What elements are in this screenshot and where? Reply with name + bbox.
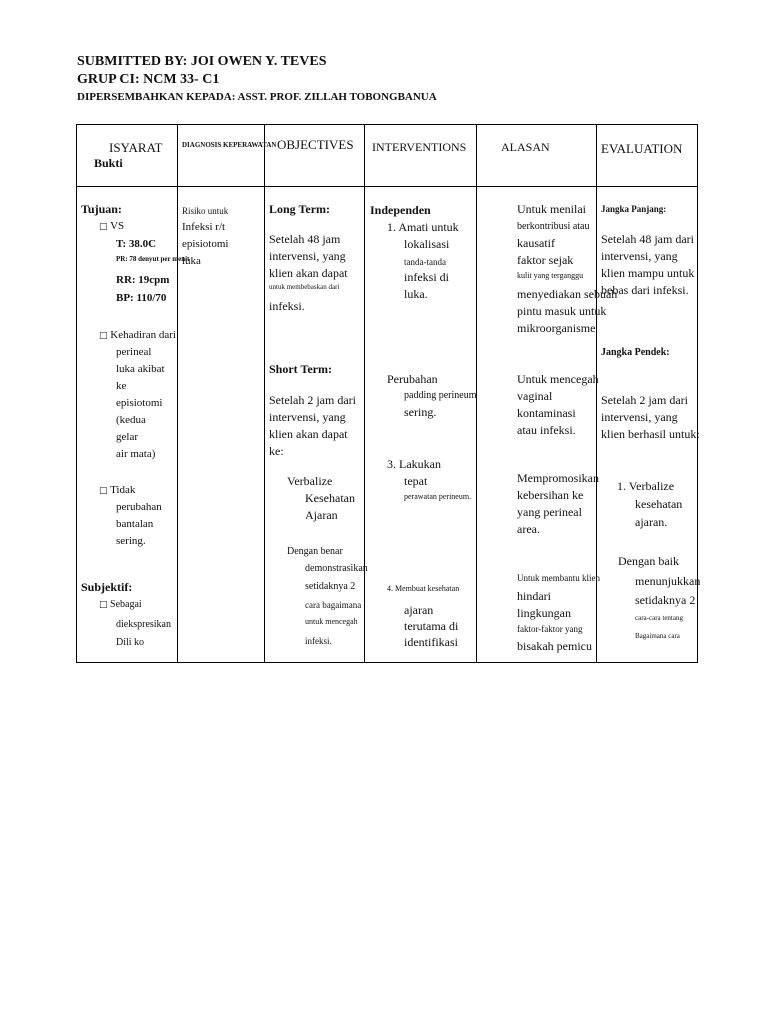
verbalize-goal-line: Verbalize	[287, 474, 333, 488]
intervention-3-line: tepat	[404, 474, 428, 488]
rationale-4-line: Untuk membantu klien	[517, 573, 600, 583]
short-term-line: intervensi, yang	[269, 410, 346, 424]
vital-signs-item	[99, 220, 124, 232]
submitted-by: SUBMITTED BY: JOI OWEN Y. TEVES	[77, 54, 327, 69]
presence-cue-line: Kehadiran dari	[110, 329, 176, 341]
rationale-4-line: bisakah pemicu	[517, 639, 592, 653]
intervention-3-line: 3. Lakukan	[387, 457, 441, 471]
col-header-objectives: OBJECTIVES	[277, 137, 354, 152]
demonstrate-goal-line: untuk mencegah	[305, 617, 358, 626]
eval-outcome-1-line: kesehatan	[635, 497, 683, 511]
intervention-4-line: 4. Membuat kesehatan	[387, 584, 460, 593]
col-header-cues: ISYARAT	[109, 140, 163, 155]
col-header-interventions: INTERVENTIONS	[372, 140, 467, 154]
pad-change-cue-line: Tidak	[110, 484, 136, 496]
long-term-title: Long Term:	[269, 202, 331, 216]
rationale-1-line: mikroorganisme	[517, 321, 596, 335]
pad-change-cue-item	[99, 484, 135, 496]
rationale-1-line: faktor sejak	[517, 253, 574, 267]
demonstrate-goal-line: setidaknya 2	[305, 581, 356, 592]
intervention-4-line: terutama di	[404, 619, 459, 633]
independent-title: Independen	[370, 203, 431, 217]
intervention-3-line: perawatan perineum.	[404, 492, 472, 501]
rationale-1-line: Untuk menilai	[517, 202, 586, 216]
column-divider	[364, 125, 365, 662]
presence-cue-line: gelar	[116, 431, 138, 443]
long-term-line: infeksi.	[269, 299, 305, 313]
intervention-2-line: sering.	[404, 405, 437, 419]
verbalize-goal-line: Ajaran	[305, 508, 338, 522]
subjective-cue-line: Dili ko	[116, 637, 145, 648]
subjective-cue-line: Sebagai	[110, 599, 142, 610]
eval-outcome-2-line: Bagaimana cara	[635, 632, 680, 640]
verbalize-goal-line: Kesehatan	[305, 491, 355, 505]
short-term-title: Short Term:	[269, 362, 332, 376]
intervention-1-line: lokalisasi	[404, 237, 450, 251]
demonstrate-goal-line: Dengan benar	[287, 546, 343, 557]
long-term-line: Setelah 48 jam	[269, 232, 341, 246]
diagnosis-line: Risiko untuk	[182, 206, 229, 216]
checkbox-icon: □	[99, 222, 108, 232]
eval-outcome-1-line: ajaran.	[635, 515, 668, 529]
column-divider	[177, 125, 178, 662]
rationale-4-line: faktor-faktor yang	[517, 624, 583, 634]
eval-outcome-2-line: menunjukkan	[635, 574, 701, 588]
long-term-line: untuk membebaskan dari	[269, 283, 340, 291]
presented-to: DIPERSEMBAHKAN KEPADA: ASST. PROF. ZILLAH TOBONGBANUA	[77, 91, 437, 103]
short-term-eval-line: klien berhasil untuk:	[601, 427, 700, 441]
respiratory-rate-value: RR: 19cpm	[116, 274, 170, 286]
intervention-4-line: ajaran	[404, 603, 434, 617]
column-divider	[264, 125, 265, 662]
presence-cue-line: (kedua	[116, 414, 146, 426]
presence-cue-line: episiotomi	[116, 397, 163, 409]
col-header-evaluation: EVALUATION	[601, 141, 683, 156]
pad-change-cue-line: sering.	[116, 535, 146, 547]
short-term-line: klien akan dapat	[269, 427, 348, 441]
care-plan-table	[76, 124, 701, 663]
checkbox-icon: □	[99, 486, 108, 496]
long-term-line: klien akan dapat	[269, 266, 348, 280]
rationale-2-line: atau infeksi.	[517, 423, 576, 437]
pad-change-cue-line: perubahan	[116, 501, 162, 513]
short-term-eval-title: Jangka Pendek:	[601, 347, 670, 358]
short-term-line: ke:	[269, 444, 284, 458]
checkbox-icon: □	[99, 331, 108, 341]
short-term-eval-line: intervensi, yang	[601, 410, 678, 424]
rationale-2-line: Untuk mencegah	[517, 372, 599, 386]
rationale-2-line: kontaminasi	[517, 406, 576, 420]
subjective-cues-title: Subjektif:	[81, 580, 133, 594]
pad-change-cue-line: bantalan	[116, 518, 154, 530]
intervention-1-line: tanda-tanda	[404, 257, 446, 267]
short-term-line: Setelah 2 jam dari	[269, 393, 356, 407]
rationale-4-line: hindari	[517, 589, 551, 603]
diagnosis-line: Infeksi r/t	[182, 221, 226, 233]
col-header-cues-sub: Bukti	[94, 156, 123, 170]
presence-cue-line: luka akibat	[116, 363, 165, 375]
rationale-1-line: menyediakan sebuah	[517, 287, 618, 301]
rationale-3-line: kebersihan ke	[517, 488, 584, 502]
presence-cue-line: ke	[116, 380, 127, 392]
long-term-eval-title: Jangka Panjang:	[601, 204, 667, 214]
vital-signs-label: VS	[110, 220, 125, 232]
presence-cue-line: perineal	[116, 346, 152, 358]
intervention-4-line: identifikasi	[404, 635, 458, 649]
eval-outcome-2-line: Dengan baik	[618, 554, 679, 568]
long-term-eval-line: bebas dari infeksi.	[601, 283, 689, 297]
presence-cue-item	[99, 329, 176, 341]
rationale-1-line: berkontribusi atau	[517, 221, 590, 232]
col-header-diagnosis: DIAGNOSIS KEPERAWATAN	[182, 141, 277, 149]
long-term-eval-line: klien mampu untuk	[601, 266, 695, 280]
rationale-1-line: pintu masuk untuk	[517, 304, 607, 318]
intervention-1-line: infeksi di	[404, 270, 449, 284]
rationale-2-line: vaginal	[517, 389, 553, 403]
demonstrate-goal-line: infeksi.	[305, 636, 332, 646]
objective-cues-title: Tujuan:	[81, 202, 122, 216]
subjective-cue-item	[99, 599, 142, 610]
col-header-rationale: ALASAN	[501, 140, 550, 154]
long-term-eval-line: intervensi, yang	[601, 249, 678, 263]
rationale-1-line: kulit yang terganggu	[517, 271, 584, 280]
demonstrate-goal-line: demonstrasikan	[305, 563, 368, 574]
eval-outcome-2-line: setidaknya 2	[635, 593, 696, 607]
intervention-2-line: padding perineum	[404, 390, 477, 401]
rationale-3-line: area.	[517, 522, 540, 536]
eval-outcome-1-line: 1. Verbalize	[617, 479, 675, 493]
rationale-4-line: lingkungan	[517, 606, 571, 620]
pulse-rate-value: PR: 78 denyut per menit	[116, 255, 190, 263]
group-label: GRUP CI: NCM 33- C1	[77, 72, 220, 87]
blood-pressure-value: BP: 110/70	[116, 292, 167, 304]
intervention-1-line: luka.	[404, 287, 428, 301]
demonstrate-goal-line: cara bagaimana	[305, 600, 362, 610]
temperature-value: T: 38.0C	[116, 238, 157, 250]
short-term-eval-line: Setelah 2 jam dari	[601, 393, 688, 407]
diagnosis-line: luka	[182, 255, 201, 267]
long-term-eval-line: Setelah 48 jam dari	[601, 232, 694, 246]
rationale-1-line: kausatif	[517, 236, 555, 250]
checkbox-icon: □	[99, 600, 108, 610]
diagnosis-line: episiotomi	[182, 238, 229, 250]
presence-cue-line: air mata)	[116, 448, 156, 460]
rationale-3-line: yang perineal	[517, 505, 582, 519]
long-term-line: intervensi, yang	[269, 249, 346, 263]
subjective-cue-line: diekspresikan	[116, 619, 171, 630]
intervention-1-line: 1. Amati untuk	[387, 220, 459, 234]
intervention-2-line: Perubahan	[387, 372, 438, 386]
header-row-divider	[77, 186, 697, 187]
rationale-3-line: Mempromosikan	[517, 471, 599, 485]
eval-outcome-2-line: cara-cara tentang	[635, 614, 683, 622]
